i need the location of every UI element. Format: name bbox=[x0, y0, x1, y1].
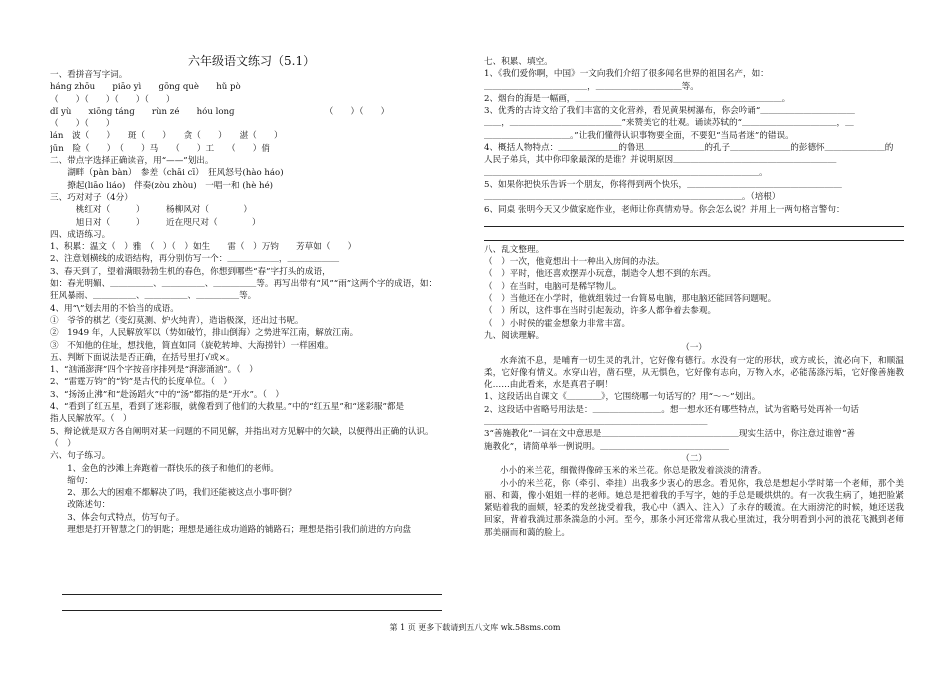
exercise-line: 2、“雷霆万钧”的“钧”是古代的长度单位。（ ） bbox=[50, 377, 233, 388]
question-line: 施教化”，请简单举一例说明。＿＿＿＿＿＿＿＿＿＿＿＿＿＿＿ bbox=[484, 441, 730, 452]
page-title: 六年级语文练习（5.1） bbox=[188, 54, 316, 68]
right-column bbox=[484, 56, 904, 539]
exercise-line: 改陈述句： bbox=[50, 500, 111, 511]
exercise-line: 3、体会句式特点，仿写句子。 bbox=[50, 512, 185, 523]
exercise-line: 湖畔（pàn bàn） 参差（chāi cī） 狂风怒号(hào háo) bbox=[50, 168, 284, 179]
question-line: （二） bbox=[681, 453, 707, 464]
answer-line[interactable] bbox=[62, 600, 442, 611]
exercise-line: 六、句子练习。 bbox=[50, 451, 111, 462]
exercise-line: 如：春光明媚、＿＿＿＿＿、＿＿＿＿＿、＿＿＿＿＿等。再写出带有“风”“雨”这两个字的成语，如： bbox=[50, 279, 438, 290]
question-line: 2、这段话中省略号用法是：＿＿＿＿＿＿＿＿。想一想水还有哪些特点，试为省略号处再补一句话 bbox=[484, 404, 860, 415]
exercise-line: 4、“看到了红五星，看到了迷彩服，就像看到了他们的大救星。”中的“红五星”和“迷彩服”都是 bbox=[50, 402, 405, 413]
exercise-line: （ ）所以，这件事在当时引起轰动，许多人都争着去参观。 bbox=[484, 306, 717, 317]
exercise-line: hánɡ zhōu piāo yì ɡōnɡ què hǔ pò bbox=[50, 82, 241, 93]
exercise-line: ＿＿＿＿＿＿＿＿＿＿。”让我们懂得认识事物要全面，不要犯“当局者迷”的错误。 bbox=[484, 130, 794, 141]
exercise-line: ＿＿＿＿＿＿＿＿＿＿＿＿＿＿＿＿＿＿＿＿＿＿＿＿＿＿＿＿＿＿。（培根） bbox=[484, 192, 781, 203]
question-line: 1、这段话出自课文《＿＿＿＿》，它围绕哪一句话写的？用“～～”划出。 bbox=[484, 392, 761, 403]
exercise-line: 2、那么大的困难不都解决了吗，我们还能被这点小事吓倒？ bbox=[50, 488, 297, 499]
exercise-line: jūn 险（ ） （ ）马 （ ）工 （ ）俏 bbox=[50, 143, 270, 154]
exercise-line: 4、概括人物特点：＿＿＿＿＿＿＿的鲁迅＿＿＿＿＿＿＿的孔子＿＿＿＿＿＿＿的彭德怀＿＿＿＿＿＿＿的 bbox=[484, 143, 894, 154]
question-line: 3“善施教化”一词在文中意思是＿＿＿＿＿＿＿＿＿＿＿＿＿＿＿＿现实生活中，你注意过谁曾“善 bbox=[484, 429, 855, 440]
exercise-line: 缩句： bbox=[50, 475, 93, 486]
exercise-line: （ ）在当时，电脑可是稀罕物儿。 bbox=[484, 281, 622, 292]
exercise-line: 撩起(liāo liáo) 伴奏(zòu zhòu) 一唱一和 (hè hé) bbox=[50, 180, 274, 191]
exercise-line: 二、带点字选择正确读音，用“——”划出。 bbox=[50, 156, 214, 167]
exercise-line: 4、用“\”划去用的不恰当的成语。 bbox=[50, 303, 179, 314]
exercise-line: 2、注意划横线的成语结构，再分别仿写一个：＿＿＿＿＿＿，＿＿＿＿＿＿ bbox=[50, 254, 340, 265]
exercise-line: 指人民解放军。（ ） bbox=[50, 414, 132, 425]
exercise-line: ③ 不知他的住址，想找他，简直如同（旋乾转坤、大海捞针）一样困难。 bbox=[50, 340, 334, 351]
exercise-line: （ ）一次，他竟想出十一种出入房间的办法。 bbox=[484, 257, 665, 268]
page-footer: 第 1 页 更多下载请到五八文库 wk.58sms.com bbox=[389, 623, 561, 632]
exercise-line: dǐ yù xiōnɡ tánɡ rùn zé hóu lonɡ （ ）（ ） bbox=[50, 106, 390, 117]
exercise-line: 狂风暴雨、＿＿＿＿＿、＿＿＿＿＿、＿＿＿＿＿等。 bbox=[50, 291, 257, 302]
exercise-line: （ ）平时，他还喜欢摆弄小玩意，制造令人想不到的东西。 bbox=[484, 269, 717, 280]
exercise-line: 桃红对（ ） 杨柳风对（ ） bbox=[50, 205, 252, 216]
exercise-line: （ ）小时侯的霍金想象力非常丰富。 bbox=[484, 318, 631, 329]
exercise-line: ② 1949 年，人民解放军以（势如破竹，排山倒海）之势进军江南，解放江南。 bbox=[50, 328, 359, 339]
exercise-line: （ ）当他还在小学时，他就组装过一台简易电脑，那电脑还能回答问题呢。 bbox=[484, 294, 777, 305]
passage-two-opening: 小小的米兰花，细微得像碎玉米的米兰花。你总是散发着淡淡的清香。 bbox=[500, 466, 767, 477]
exercise-line: （ ）（ ）（ ）（ ） bbox=[50, 94, 175, 105]
exercise-line: 人民子弟兵，其中你印象最深的是谁？并说明原因＿＿＿＿＿＿＿＿＿＿＿＿＿＿＿＿＿＿＿ bbox=[484, 155, 837, 166]
exercise-line: 五、判断下面说法是否正确，在括号里打√或×。 bbox=[50, 352, 235, 363]
exercise-line: 四、成语练习。 bbox=[50, 229, 111, 240]
exercise-line: （ ） bbox=[50, 438, 76, 449]
exercise-line: 1、积累：温文（ ）雅 （ ）（ ）如生 雷（ ）万钧 芳草如（ ） bbox=[50, 242, 357, 253]
exercise-line: 1、金色的沙滩上奔跑着一群快乐的孩子和他们的老师。 bbox=[50, 463, 279, 474]
answer-line[interactable] bbox=[484, 216, 904, 227]
exercise-line: ＿＿，＿＿＿＿＿＿＿＿＿＿＿＿＿”来赞美它的壮观。诵读苏轼的“＿＿＿＿＿＿＿＿＿＿＿，＿ bbox=[484, 118, 854, 129]
exercise-line: 3、“扬汤止沸”和“赴汤蹈火”中的“汤”都指的是“开水”。（ ） bbox=[50, 389, 284, 400]
exercise-line: 一、看拼音写字词。 bbox=[50, 70, 128, 80]
exercise-line: 九、阅读理解。 bbox=[484, 330, 545, 341]
exercise-line: 八、乱文整理。 bbox=[484, 244, 545, 255]
exercise-line: 三、巧对对子（4分） bbox=[50, 192, 133, 203]
exercise-line: ＿＿＿＿＿＿＿＿＿＿＿＿，＿＿＿＿＿＿＿＿＿＿等。 bbox=[484, 81, 699, 92]
exercise-line: 3、优秀的古诗文给了我们丰富的文化营养，看见黄果树瀑布，你会吟诵“＿＿＿＿＿＿＿＿＿＿＿ bbox=[484, 106, 855, 117]
exercise-line: 七、积累、填空。 bbox=[484, 57, 553, 67]
exercise-line: 5、如果你把快乐告诉一个朋友，你将得到两个快乐，＿＿＿＿＿＿＿＿＿＿＿＿＿＿＿＿＿＿ bbox=[484, 179, 842, 190]
exercise-line: 1、《我们爱你啊，中国》一文向我们介绍了很多闻名世界的祖国名产，如： bbox=[484, 69, 769, 80]
exercise-line: 旭日对（ ） 近在咫尺对（ ） bbox=[50, 217, 261, 228]
exercise-line: 理想是打开智慧之门的钥匙；理想是通往成功道路的铺路石；理想是指引我们前进的方向盘 bbox=[50, 524, 411, 535]
passage-one: 水奔流不息，是哺育一切生灵的乳汁，它好像有德行。水没有一定的形状，或方或长，流必向下，和顺温柔，它好像有情义。水穿山岩，凿石壁，从无惧色，它好像有志向，万物入水，必能荡涤污垢，它好像善施教化……由此看来，水是真君子啊！ bbox=[484, 355, 904, 391]
exercise-line: 5、辩论就是双方各自阐明对某一问题的不同见解，并指出对方见解中的欠缺，以便得出正确的认识。 bbox=[50, 426, 434, 437]
exercise-line: lán 波（ ） 斑（ ） 贪（ ） 湛（ ） bbox=[50, 131, 283, 142]
question-line: ＿＿＿＿＿＿＿＿＿＿＿＿＿＿＿＿＿＿＿＿＿＿＿＿＿＿ bbox=[484, 417, 708, 428]
passage-two-body: 小小的米兰花，你（牵引、牵挂）出我多少衷心的思念。看见你，我总是想起小学时第一个老师，那个美丽、和蔼，像小姐姐一样的老师。她总是把着我的手写字，她的手总是暖烘烘的。有一次我生病了，她把脸紧紧贴着我的面颊，轻柔的发丝拢受着我，我心中（洒入、注入）了永存的暖流。在大雨滂沱的时候，她还送我回家，背着我淌过那条湍急的小河。至今，那条小河还常常从我心里流过，我分明看到小河的浪花飞溅到老师那美丽而和蔼的脸上。 bbox=[484, 478, 904, 538]
exercise-line: 1、“汹涌澎湃”四个字按音序排列是“湃澎涌汹”。（ ） bbox=[50, 365, 258, 376]
exercise-line: （一） bbox=[681, 343, 707, 354]
answer-line[interactable] bbox=[62, 584, 442, 595]
answer-line[interactable] bbox=[484, 230, 904, 241]
left-column bbox=[50, 69, 472, 536]
exercise-line: 3、春天到了，望着满眼勃勃生机的春色，你想到哪些“春”字打头的成语， bbox=[50, 266, 331, 277]
exercise-line: ＿＿＿＿＿＿＿＿＿＿＿＿＿＿＿＿＿＿＿＿＿＿＿＿＿＿＿＿＿＿＿＿。 bbox=[484, 167, 768, 178]
exercise-line: 2、烟台的海是一幅画，＿＿＿＿＿＿＿＿＿＿＿＿＿＿＿＿＿＿＿＿＿＿＿＿。 bbox=[484, 93, 791, 104]
exercise-line: （ ）（ ） bbox=[50, 119, 115, 130]
exercise-line: 6、同桌 张明今天又少做家庭作业，老师让你真情劝导。你会怎么说？并用上一两句格言警句： bbox=[484, 204, 845, 215]
exercise-line: ① 爷爷的棋艺（变幻莫测、炉火纯青），造诣极深，还出过书呢。 bbox=[50, 315, 304, 326]
